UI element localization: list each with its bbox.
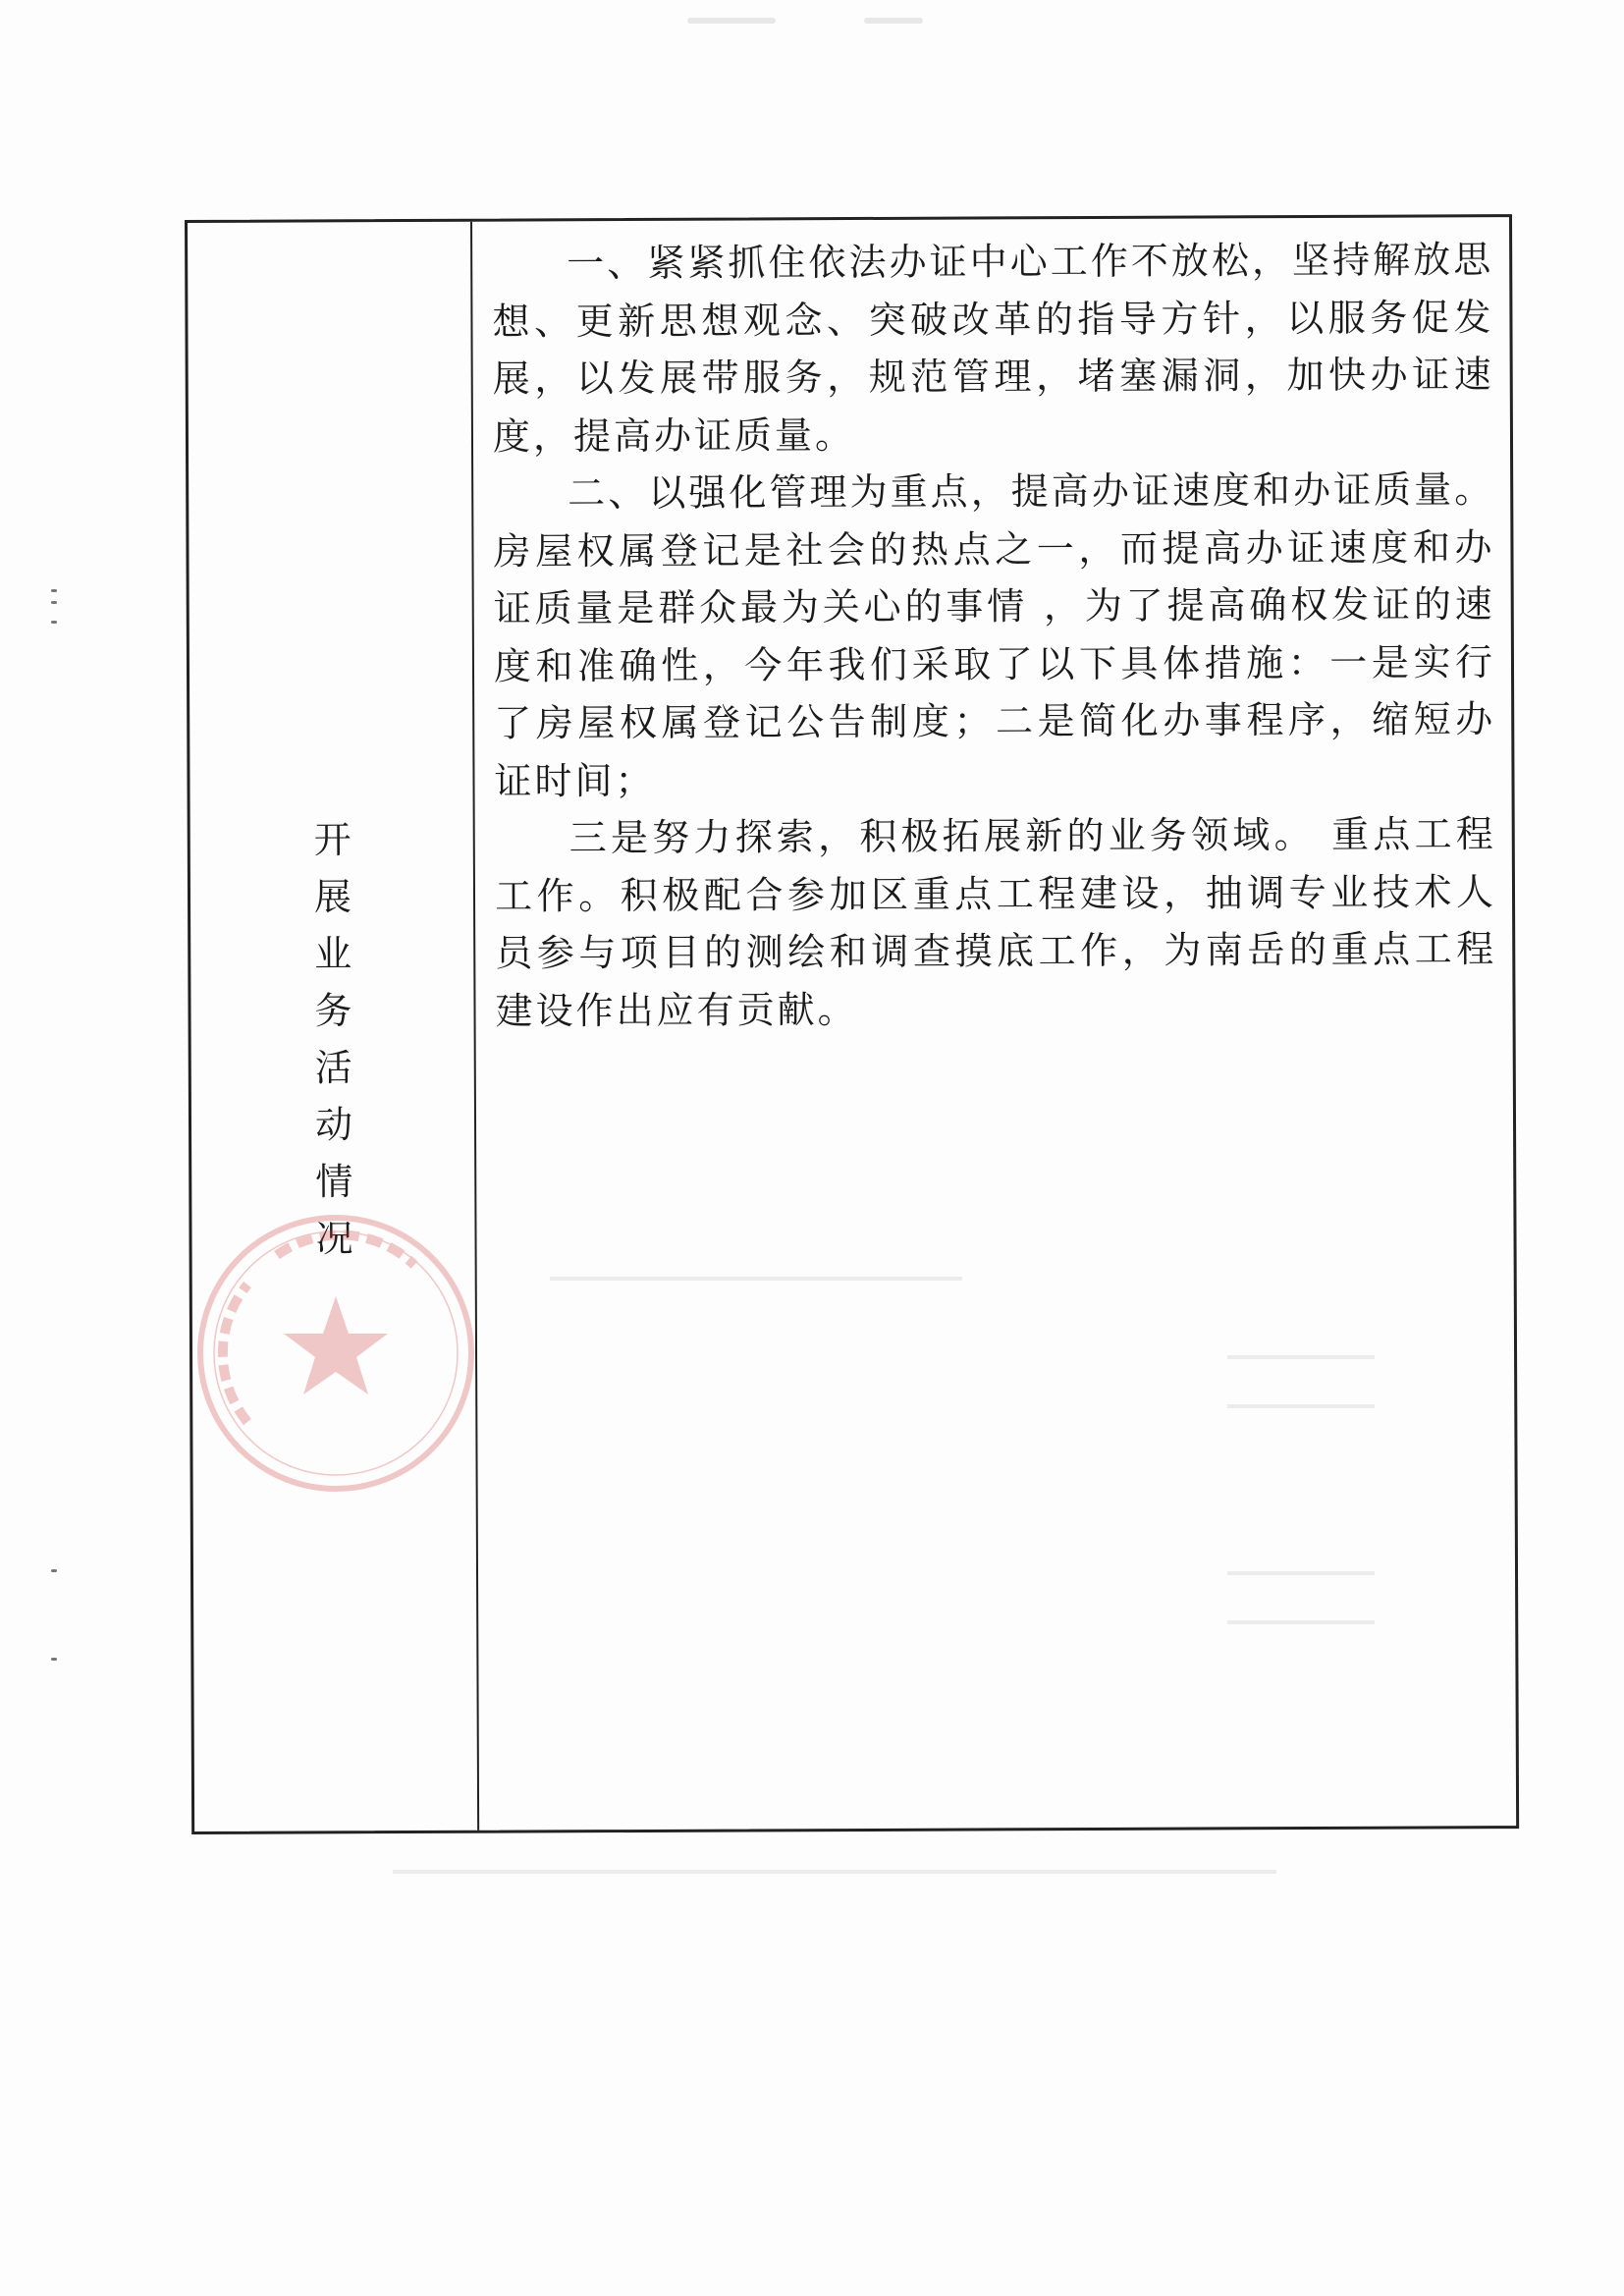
row-label-char: 情 bbox=[315, 1160, 353, 1204]
scan-artifact bbox=[51, 1569, 57, 1572]
paragraph-2: 二、以强化管理为重点，提高办证速度和办证质量。房屋权属登记是社会的热点之一，而提高办证速度和办证质量是群众最为关心的事情 ，为了提高确权发证的速度和准确性，今年我们采取了以下具体措施：一是实行了房屋权属登记公告制度；二是简化办事程序，缩短办证时间； bbox=[493, 467, 1496, 803]
row-label-char: 活 bbox=[314, 1046, 352, 1090]
row-label-char: 展 bbox=[313, 875, 352, 919]
bleed-through bbox=[393, 1870, 1276, 1874]
scan-artifact bbox=[51, 601, 57, 604]
row-label bbox=[298, 811, 369, 1267]
form-table bbox=[185, 214, 1519, 1834]
content-text bbox=[492, 231, 1497, 1039]
row-label-cell bbox=[188, 222, 479, 1831]
row-label-char: 开 bbox=[313, 818, 352, 862]
paragraph-3: 三是努力探索，积极拓展新的业务领域。 重点工程工作。积极配合参加区重点工程建设，抽调专业技术人员参与项目的测绘和调查摸底工作，为南岳的重点工程建设作出应有贡献。 bbox=[494, 812, 1497, 1033]
row-label-char: 况 bbox=[315, 1217, 353, 1261]
scan-artifact bbox=[864, 18, 923, 24]
row-label-char: 务 bbox=[314, 989, 352, 1033]
scan-artifact bbox=[51, 621, 57, 624]
row-label-char: 业 bbox=[314, 932, 352, 976]
row-label-char: 动 bbox=[314, 1103, 353, 1147]
scan-artifact bbox=[687, 18, 776, 24]
scan-artifact bbox=[51, 1658, 57, 1661]
paragraph-1: 一、紧紧抓住依法办证中心工作不放松，坚持解放思想、更新思想观念、突破改革的指导方针，以服务促发展，以发展带服务，规范管理，堵塞漏洞，加快办证速度，提高办证质量。 bbox=[492, 238, 1494, 459]
content-cell bbox=[472, 217, 1516, 1831]
star-icon bbox=[284, 1296, 388, 1394]
official-seal bbox=[189, 1206, 483, 1501]
scan-artifact bbox=[51, 589, 57, 592]
